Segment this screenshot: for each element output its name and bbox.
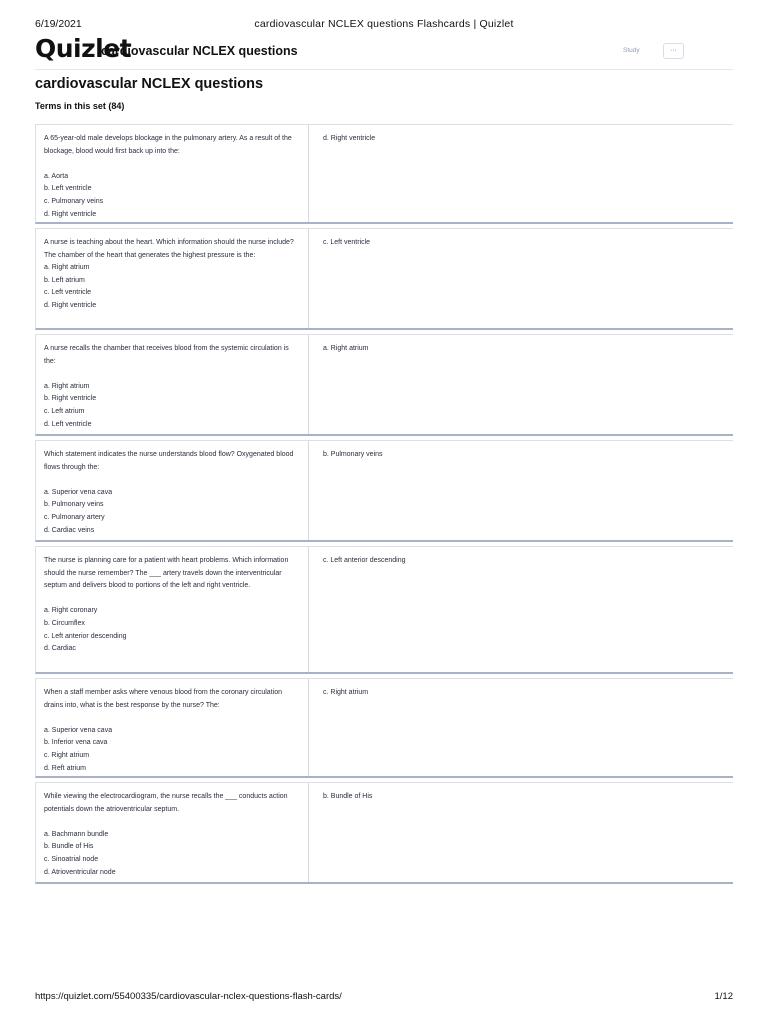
card-definition: c. Right atrium [323,689,369,696]
card-list [35,124,733,888]
card-term: Which statement indicates the nurse understands blood flow? Oxygenated blood flows through the: a. Superior vena cava b. Pulmonary veins c. Pulmonary artery d. Cardiac veins [36,441,309,540]
study-button[interactable]: Study [623,47,640,54]
card-definition: c. Left anterior descending [323,557,406,564]
footer-url: https://quizlet.com/55400335/cardiovascular-nclex-questions-flash-cards/ [35,991,342,1002]
quizlet-logo[interactable]: Quizlet [35,34,132,63]
terms-count: Terms in this set (84) [35,101,125,111]
card-definition: d. Right ventricle [323,135,376,142]
card-term: The nurse is planning care for a patient with heart problems. Which information should the nurse remember? The ___ artery travels down the interventricular septum and delivers blood to portions of the left and right ventricle. a. Right coronary b. Circumflex c. Left anterior descending d. Cardiac [36,547,309,672]
flashcard [35,678,733,778]
card-term: While viewing the electrocardiogram, the nurse recalls the ___ conducts action potentials down the atrioventricular septum. a. Bachmann bundle b. Bundle of His c. Sinoatrial node d. Atrioventricular node [36,783,309,882]
card-term: When a staff member asks where venous blood from the coronary circulation drains into, what is the best response by the nurse? The: a. Superior vena cava b. Inferior vena cava c. Right atrium d. Reft atrium [36,679,309,776]
flashcard [35,124,733,224]
flashcard [35,334,733,436]
card-term: A 65-year-old male develops blockage in the pulmonary artery. As a result of the blockage, blood would first back up into the: a. Aorta b. Left ventricle c. Pulmonary veins d. Right ventricle [36,125,309,222]
flashcard [35,228,733,330]
print-page-title: cardiovascular NCLEX questions Flashcards | Quizlet [254,18,514,30]
card-definition: b. Bundle of His [323,793,373,800]
card-term: A nurse is teaching about the heart. Which information should the nurse include? The chamber of the heart that generates the highest pressure is the: a. Right atrium b. Left atrium c. Left ventricle d. Right ventricle [36,229,309,328]
flashcard [35,440,733,542]
flashcard [35,782,733,884]
card-term: A nurse recalls the chamber that receives blood from the systemic circulation is the: a. Right atrium b. Right ventricle c. Left atrium d. Left ventricle [36,335,309,434]
more-options-button[interactable]: ··· [663,43,684,59]
footer-page-number: 1/12 [714,991,733,1002]
flashcard [35,546,733,674]
card-definition: a. Right atrium [323,345,369,352]
set-title: cardiovascular NCLEX questions [35,76,264,92]
print-date: 6/19/2021 [35,18,82,30]
card-definition: b. Pulmonary veins [323,451,383,458]
card-definition: c. Left ventricle [323,239,371,246]
app-bar [35,34,733,70]
header-set-title: cardiovascular NCLEX questions [101,44,298,58]
